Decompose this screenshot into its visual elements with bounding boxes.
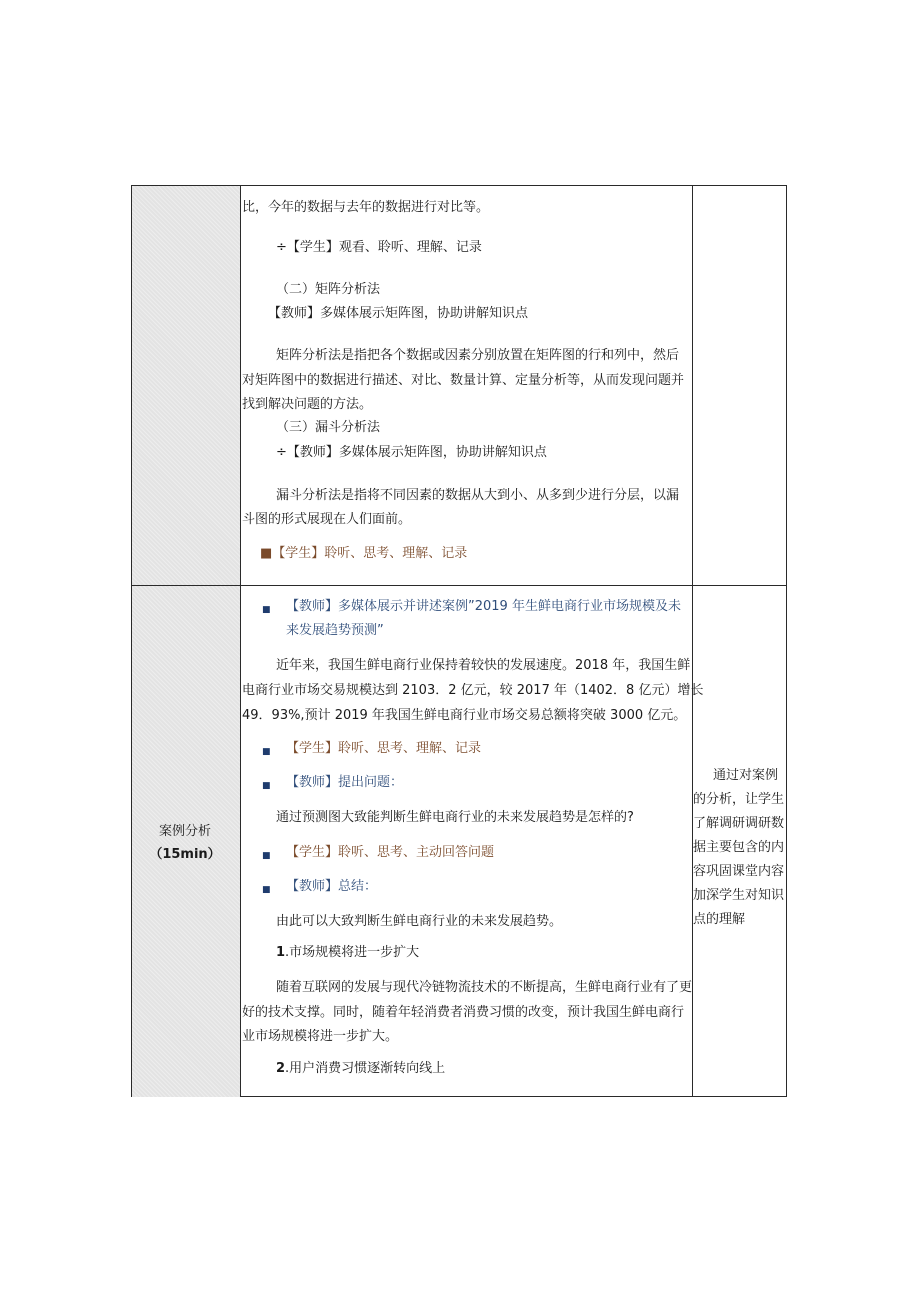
- bullet-icon: ■: [262, 781, 271, 791]
- row1-line-1: 比，今年的数据与去年的数据进行对比等。: [242, 200, 490, 215]
- para2-line-3: 业市场规模将进一步扩大。: [242, 1029, 399, 1044]
- row2-label: 案例分析: [158, 824, 211, 839]
- column-divider-1: [240, 186, 241, 1096]
- row1-line-11: 斗图的形式展现在人们面前。: [242, 512, 412, 527]
- design-intent-notes: [693, 764, 785, 932]
- note-line: 加深学生对知识: [693, 888, 785, 903]
- row1-line-9: ÷【教师】多媒体展示矩阵图，协助讲解知识点: [276, 445, 547, 460]
- student-note-1: 【学生】聆听、思考、理解、记录: [286, 741, 482, 756]
- row1-line-10: 漏斗分析法是指将不同因素的数据从大到小、从多到少进行分层，以漏: [276, 488, 680, 503]
- row1-line-7: 找到解决问题的方法。: [242, 397, 373, 412]
- question-text: 通过预测图大致能判断生鲜电商行业的未来发展趋势是怎样的?: [276, 810, 634, 825]
- point-2-number: 2: [276, 1061, 286, 1076]
- note-line: 了解调研调研数: [693, 816, 785, 831]
- row1-line-4: 【教师】多媒体展示矩阵图，协助讲解知识点: [268, 306, 529, 321]
- teacher-summary-label: 【教师】总结：: [286, 879, 378, 894]
- row2-duration: （15min）: [149, 847, 221, 862]
- note-line: 容巩固课堂内容: [693, 864, 785, 879]
- teacher-question-label: 【教师】提出问题：: [286, 775, 404, 790]
- note-line: 的分析，让学生: [693, 792, 785, 807]
- para1-line-1: 近年来，我国生鲜电商行业保持着较快的发展速度。2018 年，我国生鲜: [276, 658, 691, 673]
- column-divider-2: [692, 186, 693, 1096]
- bullet-icon: ■: [262, 605, 271, 615]
- para1-line-2: 电商行业市场交易规模达到 2103．2 亿元，较 2017 年（1402．8 亿元）增长: [242, 683, 704, 698]
- row-divider: [132, 585, 786, 586]
- note-line: 点的理解: [693, 912, 746, 927]
- bullet-icon: ■: [262, 885, 271, 895]
- point-2: [276, 1061, 445, 1077]
- teacher-case-line-2: 来发展趋势预测”: [286, 623, 384, 638]
- row1-student-note: ■【学生】聆听、思考、理解、记录: [260, 546, 468, 561]
- bullet-icon: ■: [262, 747, 271, 757]
- teacher-case-line-1: 【教师】多媒体展示并讲述案例”2019 年生鲜电商行业市场规模及未: [286, 599, 681, 614]
- summary-text: 由此可以大致判断生鲜电商行业的未来发展趋势。: [276, 914, 563, 929]
- bullet-icon: ■: [262, 851, 271, 861]
- student-note-2: 【学生】聆听、思考、主动回答问题: [286, 845, 495, 860]
- row1-label-cell: [132, 186, 240, 585]
- row1-heading-matrix: （二）矩阵分析法: [276, 282, 381, 297]
- note-line: 据主要包含的内: [693, 840, 785, 855]
- row1-heading-funnel: （三）漏斗分析法: [276, 420, 381, 435]
- note-line: 通过对案例: [713, 768, 779, 783]
- row1-line-5: 矩阵分析法是指把各个数据或因素分别放置在矩阵图的行和列中，然后: [276, 348, 680, 363]
- para2-line-2: 好的技术支撑。同时，随着年轻消费者消费习惯的改变，预计我国生鲜电商行: [242, 1005, 685, 1020]
- row1-line-2: ÷【学生】观看、聆听、理解、记录: [276, 240, 482, 255]
- row1-line-6: 对矩阵图中的数据进行描述、对比、数量计算、定量分析等，从而发现问题并: [242, 373, 685, 388]
- para2-line-1: 随着互联网的发展与现代冷链物流技术的不断提高，生鲜电商行业有了更: [276, 980, 693, 995]
- para1-line-3: 49．93%,预计 2019 年我国生鲜电商行业市场交易总额将突破 3000 亿元。: [242, 708, 687, 723]
- point-2-text: .用户消费习惯逐渐转向线上: [285, 1061, 446, 1076]
- point-1-number: 1: [276, 945, 286, 960]
- point-1-text: .市场规模将进一步扩大: [285, 945, 420, 960]
- point-1: [276, 945, 419, 961]
